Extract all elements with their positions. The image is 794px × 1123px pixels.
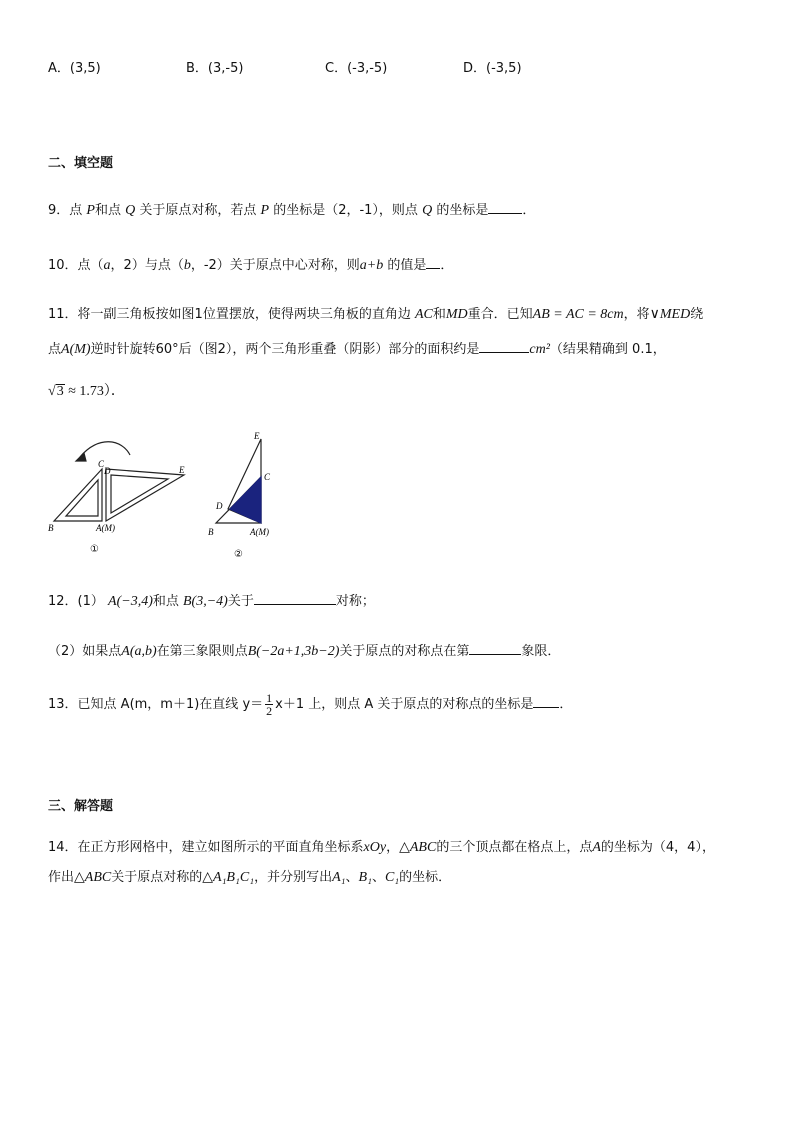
- triangle-abc-inner: [66, 480, 98, 516]
- fig2-label-e: E: [254, 431, 260, 441]
- triangle-med-inner: [111, 475, 168, 513]
- option-d: D．(-3,5): [463, 61, 522, 76]
- fig1-label-b: B: [48, 523, 54, 533]
- option-c: C．(-3,-5): [325, 61, 388, 76]
- answer-blank: [254, 592, 336, 605]
- question-12-part-2: （2）如果点A(a,b)在第三象限则点B(−2a+1,3b−2)关于原点的对称点在第 象限．: [48, 644, 561, 659]
- fig2-label-c: C: [264, 472, 271, 482]
- fig2-label-d: D: [216, 501, 223, 511]
- section-title-fill-blank: 二、填空题: [48, 156, 114, 171]
- option-b: B．(3,-5): [186, 61, 244, 76]
- question-14-line-2: 作出△ABC关于原点对称的△A₁B₁C₁，并分别写出A₁、B₁、C₁的坐标．: [48, 870, 452, 885]
- question-10: 10．点（a，2）与点（b，-2）关于原点中心对称，则a+b 的值是 ．: [48, 258, 454, 273]
- figure-triangles: [40, 425, 290, 565]
- answer-blank: [426, 256, 440, 269]
- question-12-part-1: 12．(1） A(−3,4)和点 B(3,−4)关于 对称；: [48, 594, 375, 609]
- answer-blank: [488, 201, 522, 214]
- question-9: 9．点 P和点 Q 关于原点对称，若点 P 的坐标是（2，-1），则点 Q 的坐标是 ．: [48, 203, 536, 218]
- option-a: A．(3,5): [48, 61, 101, 76]
- figure-1: [54, 442, 184, 521]
- question-14-line-1: 14．在正方形网格中，建立如图所示的平面直角坐标系xOy，△ABC的三个顶点都在格点上，点A的坐标为（4，4），: [48, 840, 715, 855]
- answer-blank: [479, 340, 529, 353]
- shaded-overlap: [230, 477, 261, 523]
- fig2-number: ②: [234, 549, 243, 560]
- arrow-head: [76, 453, 86, 461]
- answer-blank: [469, 642, 521, 655]
- answer-blank: [533, 695, 559, 708]
- question-13: 13．已知点 A(m，m＋1)在直线 y＝ $\frac{1}{2}$ x＋1 上，则点 A 关于原点的对称点的坐标是 ．: [48, 691, 573, 718]
- triangle-abc: [54, 469, 102, 521]
- question-11-line-1: 11．将一副三角板按如图1位置摆放，使得两块三角板的直角边 AC和MD重合．已知AB = AC = 8cm，将∨MED绕: [48, 307, 704, 322]
- fig1-label-c: C: [98, 459, 105, 469]
- section-title-solve: 三、解答题: [48, 799, 114, 814]
- figure-2: [216, 439, 261, 523]
- question-11-line-2: 点A(M)逆时针旋转60°后（图2），两个三角形重叠（阴影）部分的面积约是 cm²（结果精确到 0.1，: [48, 342, 666, 357]
- fraction-one-half: $\frac{1}{2}$: [266, 691, 273, 718]
- fig1-label-e: E: [179, 465, 185, 475]
- rotation-arrow: [80, 442, 130, 457]
- question-11-line-3: √3 ≈ 1.73）．: [48, 384, 125, 399]
- fig2-label-b: B: [208, 527, 214, 537]
- fig2-label-am: A(M): [250, 527, 269, 537]
- fig1-label-d: D: [104, 466, 111, 476]
- fig1-label-am: A(M): [96, 523, 115, 533]
- fig1-number: ①: [90, 544, 99, 555]
